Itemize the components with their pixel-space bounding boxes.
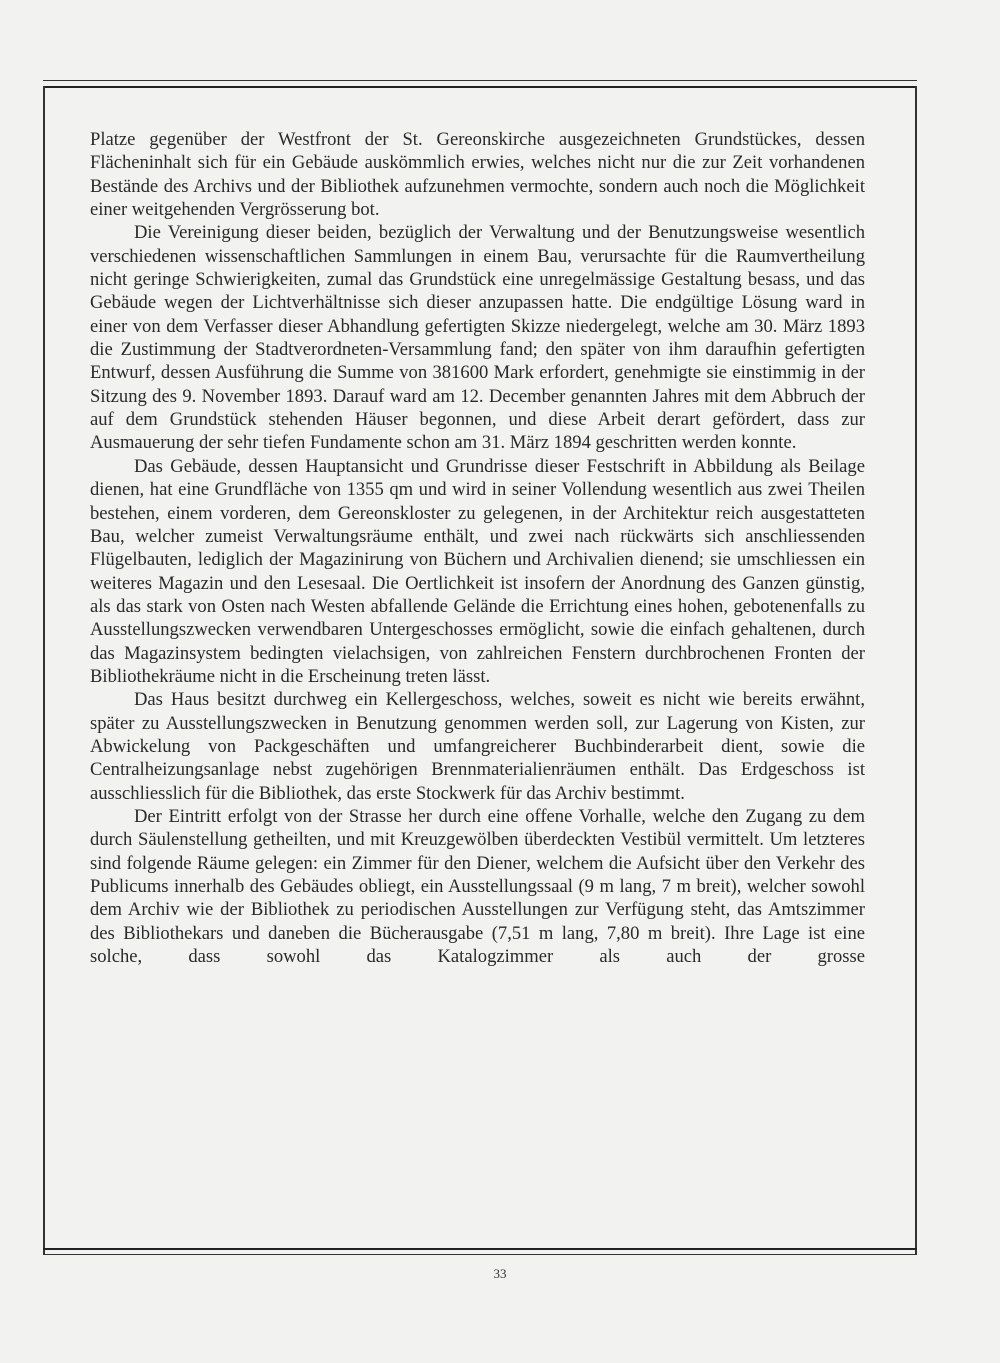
frame-bottom-inner-rule: [43, 1248, 917, 1250]
page-number: 33: [493, 1266, 507, 1281]
body-text: [90, 128, 865, 968]
paragraph-vereinigung: Die Vereinigung dieser beiden, bezüglich der Verwaltung und der Benutzungsweise wesentlich verschiedenen wissenschaftlichen Sammlungen in einem Bau, verursachte für die Raumvertheilung nicht geringe Schwierigkeiten, zumal das Grundstück eine unregelmässige Gestaltung besass, und das Gebäude wegen der Lichtverhältnisse sich dieser anzupassen hatte. Die endgültige Lösung ward in einer von dem Verfasser dieser Abhandlung gefertigten Skizze niedergelegt, welche am 30. März 1893 die Zustimmung der Stadtverordneten-Versammlung fand; den später von ihm daraufhin gefertigten Entwurf, dessen Ausführung die Summe von 381600 Mark erfordert, genehmigte sie einstimmig in der Sitzung des 9. November 1893. Darauf ward am 12. December genannten Jahres mit dem Abbruch der auf dem Grundstück stehenden Häuser begonnen, und diese Arbeit derart gefördert, dass zur Ausmauerung der sehr tiefen Fundamente schon am 31. März 1894 geschritten werden konnte.: [90, 222, 865, 454]
frame-left-rule: [43, 86, 45, 1254]
paragraph-continuation: Platze gegenüber der Westfront der St. Gereonskirche ausgezeichneten Grundstückes, dessen Flächeninhalt sich für ein Gebäude auskömmlich erwies, welches nicht nur die zur Zeit vorhandenen Bestände des Archivs und der Bibliothek aufzunehmen vermochte, sondern auch noch die Möglichkeit einer weitgehenden Vergrösserung bot.: [90, 129, 865, 221]
frame-top-outer-rule: [43, 80, 917, 81]
frame-right-rule: [915, 86, 917, 1254]
paragraph-gebaeude: Das Gebäude, dessen Hauptansicht und Grundrisse dieser Festschrift in Abbildung als Beilage dienen, hat eine Grundfläche von 1355 qm und wird in seiner Vollendung wesentlich aus zwei Theilen bestehen, einem vorderen, dem Gereonskloster zu gelegenen, in der Architektur reich ausgestatteten Bau, welcher zumeist Verwaltungsräume enthält, und zwei nach rückwärts sich anschliessenden Flügelbauten, lediglich der Magazinirung von Büchern und Archivalien dienend; sie umschliessen ein weiteres Magazin und den Lesesaal. Die Oertlichkeit ist insofern der Anordnung des Ganzen günstig, als das stark von Osten nach Westen abfallende Gelände die Errichtung eines hohen, gebotenenfalls zu Ausstellungszwecken verwendbaren Untergeschosses ermöglicht, sowie die einfach gehaltenen, durch das Magazinsystem bedingten vielachsigen, von zahlreichen Fenstern durchbrochenen Fronten der Bibliothekräume nicht in die Erscheinung treten lässt.: [90, 455, 865, 687]
paragraph-haus: Das Haus besitzt durchweg ein Kellergeschoss, welches, soweit es nicht wie bereits erwähnt, später zu Ausstellungszwecken in Benutzung genommen werden soll, zur Lagerung von Kisten, zur Abwickelung von Packgeschäften und umfangreicherer Buchbinderarbeit dient, sowie die Centralheizungsanlage nebst zugehörigen Brennmaterialienräumen enthält. Das Erdgeschoss ist ausschliesslich für die Bibliothek, das erste Stockwerk für das Archiv bestimmt.: [90, 689, 865, 804]
frame-top-inner-rule: [43, 86, 917, 88]
paragraph-eintritt: Der Eintritt erfolgt von der Strasse her durch eine offene Vorhalle, welche den Zugang zu dem durch Säulenstellung getheilten, und mit Kreuzgewölben überdeckten Vestibül vermittelt. Um letzteres sind folgende Räume gelegen: ein Zimmer für den Diener, welchem die Aufsicht über den Verkehr des Publicums innerhalb des Gebäudes obliegt, ein Ausstellungssaal (9 m lang, 7 m breit), welcher sowohl dem Archiv wie der Bibliothek zu periodischen Ausstellungen zur Verfügung steht, das Amtszimmer des Bibliothekars und daneben die Bücherausgabe (7,51 m lang, 7,80 m breit). Ihre Lage ist eine solche, dass sowohl das Katalogzimmer als auch der grosse: [90, 805, 865, 968]
frame-bottom-outer-rule: [43, 1254, 917, 1255]
